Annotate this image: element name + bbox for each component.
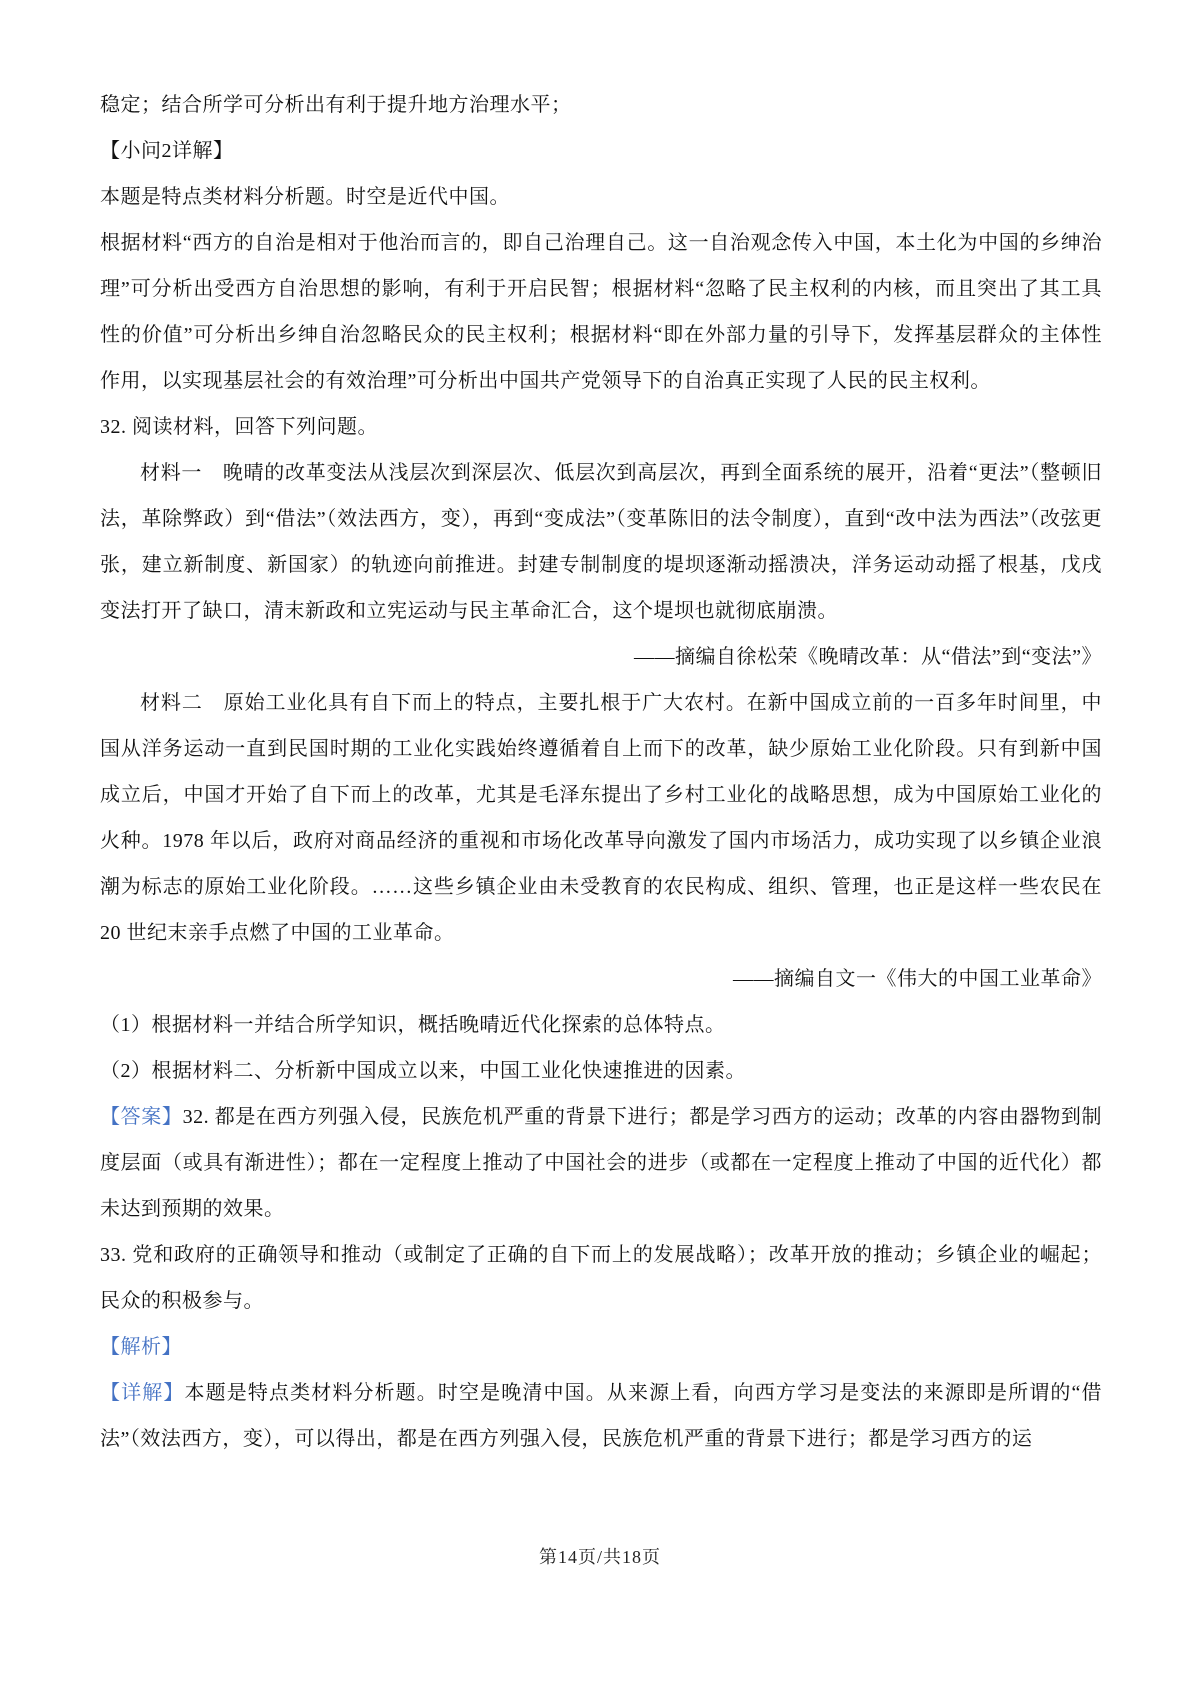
text-run: 32. 都是在西方列强入侵，民族危机严重的背景下进行；都是学习西方的运动；改革的内容由器物到制度层面（或具有渐进性）；都在一定程度上推动了中国社会的进步（或都在一定程度上推动了中国的近代化）都未达到预期的效果。: [100, 1106, 1103, 1220]
para-source-1: [100, 634, 1102, 680]
bracket-label: 【答案】: [100, 1106, 183, 1128]
text-run: 材料一 晚晴的改革变法从浅层次到深层次、低层次到高层次，再到全面系统的展开，沿着“更法”（整顿旧法，革除弊政）到“借法”（效法西方，变），再到“变成法”（变革陈旧的法令制度），直到“改中法为西法”（改弦更张，建立新制度、新国家）的轨迹向前推进。封建专制制度的堤坝逐渐动摇溃决，洋务运动动摇了根基，戊戌变法打开了缺口，清末新政和立宪运动与民主革命汇合，这个堤坝也就彻底崩溃。: [100, 462, 1102, 622]
text-run: 本题是特点类材料分析题。时空是晚清中国。从来源上看，向西方学习是变法的来源即是所谓的“借法”（效法西方，变），可以得出，都是在西方列强入侵，民族危机严重的背景下进行；都是学习西方的运: [100, 1382, 1102, 1450]
label-analysis: [100, 1324, 1102, 1370]
para-answer-33: [100, 1232, 1102, 1324]
para-material-2: [100, 680, 1102, 956]
label-sub-question-2: [100, 128, 1102, 174]
page-number-footer: 第14页/共18页: [538, 1547, 661, 1567]
text-run: 本题是特点类材料分析题。时空是近代中国。: [100, 186, 510, 208]
para-continuation: [100, 82, 1102, 128]
bracket-label: 【详解】: [100, 1382, 185, 1404]
text-run: （2）根据材料二、分析新中国成立以来，中国工业化快速推进的因素。: [100, 1060, 746, 1082]
text-run: （1）根据材料一并结合所学知识，概括晚晴近代化探索的总体特点。: [100, 1014, 726, 1036]
para-detailed-explanation: [100, 1370, 1102, 1462]
bracket-label: 【解析】: [100, 1336, 182, 1358]
para-answer-32: [100, 1094, 1102, 1232]
para-question-32: [100, 404, 1102, 450]
text-run: ——摘编自徐松荣《晚晴改革：从“借法”到“变法”》: [633, 646, 1102, 668]
text-run: 32. 阅读材料，回答下列问题。: [100, 416, 378, 438]
para-sub-question-2: [100, 1048, 1102, 1094]
text-run: 根据材料“西方的自治是相对于他治而言的，即自己治理自己。这一自治观念传入中国，本土化为中国的乡绅治理”可分析出受西方自治思想的影响，有利于开启民智；根据材料“忽略了民主权利的内核，而且突出了其工具性的价值”可分析出乡绅自治忽略民众的民主权利；根据材料“即在外部力量的引导下，发挥基层群众的主体性作用，以实现基层社会的有效治理”可分析出中国共产党领导下的自治真正实现了人民的民主权利。: [100, 232, 1102, 392]
document-content: [100, 82, 1102, 1462]
para-material-1: [100, 450, 1102, 634]
text-run: 稳定；结合所学可分析出有利于提升地方治理水平；: [100, 94, 572, 116]
para-source-2: [100, 956, 1102, 1002]
para-analysis: [100, 220, 1102, 404]
text-run: 33. 党和政府的正确领导和推动（或制定了正确的自下而上的发展战略）；改革开放的推动；乡镇企业的崛起；民众的积极参与。: [100, 1244, 1102, 1312]
text-run: 材料二 原始工业化具有自下而上的特点，主要扎根于广大农村。在新中国成立前的一百多年时间里，中国从洋务运动一直到民国时期的工业化实践始终遵循着自上而下的改革，缺少原始工业化阶段。只有到新中国成立后，中国才开始了自下而上的改革，尤其是毛泽东提出了乡村工业化的战略思想，成为中国原始工业化的火种。1978 年以后，政府对商品经济的重视和市场化改革导向激发了国内市场活力，成功实现了以乡镇企业浪潮为标志的原始工业化阶段。……这些乡镇企业由未受教育的农民构成、组织、管理，也正是这样一些农民在 20 世纪末亲手点燃了中国的工业革命。: [100, 692, 1102, 944]
para-sub-question-1: [100, 1002, 1102, 1048]
text-run: ——摘编自文一《伟大的中国工业革命》: [733, 968, 1102, 990]
text-run: 【小问2详解】: [100, 140, 234, 162]
para-question-type: [100, 174, 1102, 220]
